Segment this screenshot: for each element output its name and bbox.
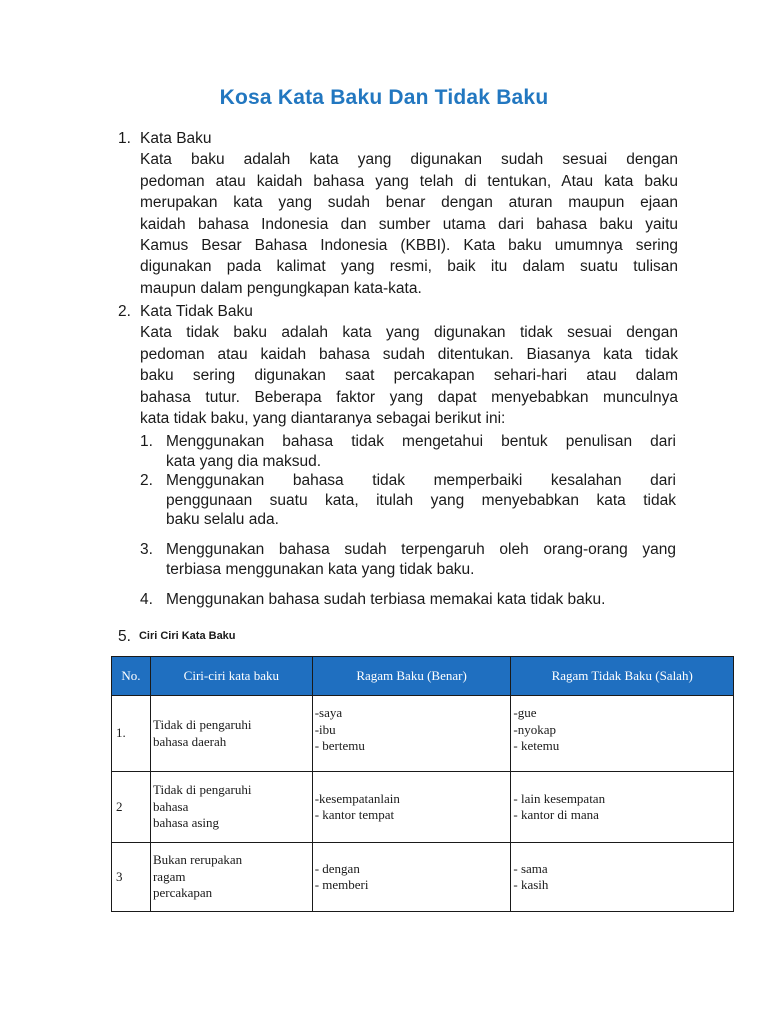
cell-baku [312, 772, 511, 843]
cell-line: bahasa [152, 798, 189, 814]
cell-line: bahasa daerah [152, 733, 227, 749]
paragraph-line: Kata tidak baku adalah kata yang digunakan tidak sesuai dengan [140, 324, 678, 342]
factor-line: baku selalu ada. [166, 511, 279, 528]
cell-no: 2 [112, 772, 151, 843]
cell-line: - kasih [513, 877, 549, 892]
factor-number: 2. [140, 472, 153, 489]
header-ragam-baku: Ragam Baku (Benar) [312, 657, 511, 696]
factor-line: Menggunakan bahasa sudah terbiasa memakai kata tidak baku. [166, 591, 606, 608]
cell-tidak-baku [511, 843, 734, 912]
cell-tidak-baku [511, 772, 734, 843]
table-header-row [112, 657, 734, 696]
section-kata-tidak-baku [118, 301, 678, 429]
paragraph-line: bahasa tutur. Beberapa faktor yang dapat menyebabkan munculnya [140, 388, 678, 406]
paragraph-line: digunakan pada kalimat yang resmi, baik itu dalam suatu tulisan [140, 258, 678, 276]
table-row [112, 696, 734, 772]
cell-line: - kantor tempat [314, 807, 395, 822]
cell-ciri [150, 843, 312, 912]
cell-baku [312, 696, 511, 772]
cell-baku [312, 843, 511, 912]
factor-number: 4. [140, 591, 153, 608]
cell-line: -kesempatanlain [314, 790, 400, 806]
factor-line: kata yang dia maksud. [166, 452, 322, 470]
cell-tidak-baku [511, 696, 734, 772]
section-heading: Ciri Ciri Kata Baku [138, 630, 236, 642]
paragraph-line: maupun dalam pengungkapan kata-kata. [140, 279, 422, 297]
section-number: 2. [118, 303, 131, 320]
factor-line: terbiasa menggunakan kata yang tidak baku. [166, 560, 475, 578]
factor-number: 3. [140, 541, 153, 558]
cell-line: Tidak di pengaruhi [152, 782, 252, 798]
factor-item [140, 432, 676, 471]
paragraph-line: Kata baku adalah kata yang digunakan sudah sesuai dengan [140, 151, 678, 169]
paragraph-line: kata tidak baku, yang diantaranya sebagai berikut ini: [140, 410, 506, 428]
paragraph-line: kaidah bahasa Indonesia dan sumber utama dari bahasa baku yaitu [140, 215, 678, 233]
cell-line: - lain kesempatan [513, 790, 606, 806]
cell-line: - ketemu [513, 738, 560, 753]
cell-ciri [150, 696, 312, 772]
header-no: No. [112, 657, 151, 696]
paragraph-line: pedoman atau kaidah bahasa yang telah di tentukan, Atau kata baku [140, 172, 678, 190]
cell-line: - memberi [314, 877, 369, 892]
cell-line: bahasa asing [152, 815, 220, 831]
table-row [112, 772, 734, 843]
paragraph-line: baku sering digunakan saat percakapan sehari-hari atau dalam [140, 367, 678, 385]
paragraph-line: pedoman atau kaidah bahasa sudah ditentukan. Biasanya kata tidak [140, 345, 678, 363]
ciri-kata-baku-table [111, 656, 734, 912]
cell-line: -nyokap [513, 721, 556, 737]
section-number: 1. [118, 130, 131, 147]
cell-no: 1. [112, 696, 151, 772]
cell-line: - bertemu [314, 738, 365, 753]
paragraph-line: merupakan kata yang sudah benar dengan aturan maupun ejaan [140, 194, 678, 212]
cell-line: - dengan [314, 860, 360, 876]
factor-item [140, 540, 676, 579]
cell-line: -ibu [314, 721, 336, 737]
cell-line: Bukan rerupakan [152, 852, 243, 868]
table-row [112, 843, 734, 912]
cell-ciri [150, 772, 312, 843]
section-number: 5. [118, 628, 131, 645]
factor-line: Menggunakan bahasa tidak mengetahui bentuk penulisan dari [166, 433, 676, 450]
factor-line: penggunaan suatu kata, itulah yang menyebabkan kata tidak [166, 491, 676, 509]
cell-line: percakapan [152, 885, 213, 901]
factor-item [140, 590, 676, 610]
header-ragam-tidak-baku: Ragam Tidak Baku (Salah) [511, 657, 734, 696]
factor-line: Menggunakan bahasa tidak memperbaiki kesalahan dari [166, 472, 676, 489]
cell-line: Tidak di pengaruhi [152, 717, 252, 732]
cell-line: ragam [152, 868, 186, 884]
section-ciri-ciri [118, 628, 236, 646]
document-title: Kosa Kata Baku Dan Tidak Baku [219, 86, 549, 109]
cell-line: -gue [513, 705, 537, 720]
header-ciri: Ciri-ciri kata baku [150, 657, 312, 696]
factor-number: 1. [140, 433, 153, 450]
section-kata-baku [118, 128, 678, 299]
cell-line: -saya [314, 705, 343, 720]
cell-line: - kantor di mana [513, 807, 599, 822]
paragraph-line: Kamus Besar Bahasa Indonesia (KBBI). Kata baku umumnya sering [140, 237, 678, 255]
factor-line: Menggunakan bahasa sudah terpengaruh oleh orang-orang yang [166, 541, 676, 558]
section-heading: Kata Baku [140, 130, 212, 147]
cell-no: 3 [112, 843, 151, 912]
factor-item [140, 471, 676, 530]
cell-line: - sama [513, 860, 548, 876]
section-heading: Kata Tidak Baku [140, 303, 253, 320]
